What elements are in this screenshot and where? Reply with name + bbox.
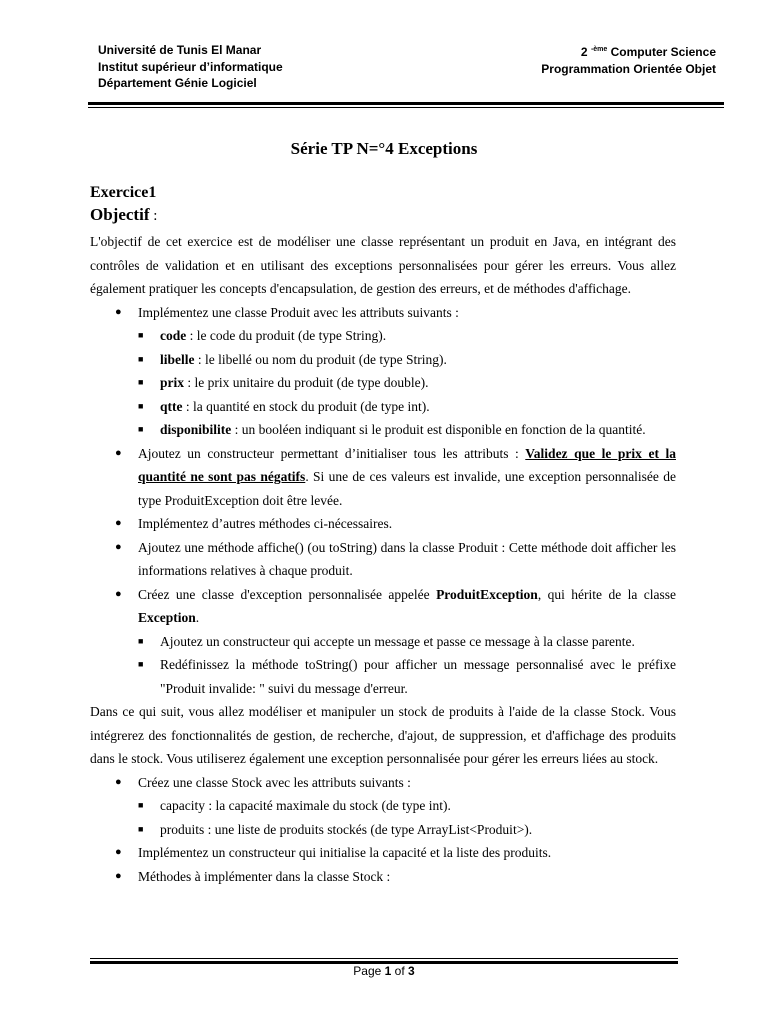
department-name: Département Génie Logiciel (98, 76, 257, 90)
course-name: Programmation Orientée Objet (541, 61, 716, 76)
list-item: ● Implémentez d’autres méthodes ci-nécessaires. (90, 512, 676, 536)
list-item: ■ Redéfinissez la méthode toString() pour afficher un message personnalisé avec le préfixe "Produit invalide: " suivi du message d'erreur. (138, 653, 676, 700)
bullet-icon: ● (115, 846, 122, 858)
list-item: ● Méthodes à implémenter dans la classe Stock : (90, 865, 676, 889)
university-name: Université de Tunis El Manar (98, 43, 262, 57)
header-right (541, 42, 716, 77)
list-item: ■ Ajoutez un constructeur qui accepte un message et passe ce message à la classe parente. (138, 630, 676, 654)
attribute-list (138, 324, 676, 442)
list-item: ■ produits : une liste de produits stockés (de type ArrayList<Produit>). (138, 818, 676, 842)
list-item: ● Créez une classe Stock avec les attributs suivants : ■ capacity : la capacité maximale du stock (de type int). ■ produits : une liste de produits stockés (de type ArrayList<Produit>). (90, 771, 676, 842)
list-item: ● Ajoutez une méthode affiche() (ou toString) dans la classe Produit : Cette méthode doit afficher les informations relatives à chaque produit. (90, 536, 676, 583)
bullet-icon: ● (115, 517, 122, 529)
stock-attribute-list (138, 794, 676, 841)
square-bullet-icon: ■ (138, 823, 144, 834)
square-bullet-icon: ■ (138, 400, 144, 411)
list-item: ● Implémentez un constructeur qui initialise la capacité et la liste des produits. (90, 841, 676, 865)
page-title: Série TP N=°4 Exceptions (290, 139, 478, 158)
document-body (90, 183, 676, 888)
square-bullet-icon: ■ (138, 424, 144, 434)
header-left (98, 42, 283, 92)
bullet-icon: ● (115, 305, 122, 318)
list-item: ■ capacity : la capacité maximale du stock (de type int). (138, 794, 676, 818)
list-item: ● Ajoutez un constructeur permettant d’initialiser tous les attributs : Validez que le prix et la quantité ne sont pas négatifs. Si une de ces valeurs est invalide, une exception personnalisée de type ProduitException doit être levée. (90, 442, 676, 513)
list-item: ■ prix : le prix unitaire du produit (de type double). (138, 371, 676, 395)
square-bullet-icon: ■ (138, 659, 144, 669)
objective-heading: Objectif : (90, 205, 158, 224)
square-bullet-icon: ■ (138, 377, 144, 387)
header-divider (88, 102, 724, 108)
bullet-icon: ● (115, 587, 122, 600)
stock-intro-paragraph: Dans ce qui suit, vous allez modéliser et manipuler un stock de produits à l'aide de la classe Stock. Vous intégrerez des fonctionnalités de gestion, de recherche, d'ajout, de suppression, et d'affichage des produits dans le stock. Vous utiliserez également une exception personnalisée pour gérer les erreurs liées au stock. (90, 704, 676, 766)
square-bullet-icon: ■ (138, 330, 144, 340)
list-item: ■ disponibilite : un booléen indiquant si le produit est disponible en fonction de la quantité. (138, 418, 676, 442)
square-bullet-icon: ■ (138, 635, 144, 646)
list-item: ● Implémentez une classe Produit avec les attributs suivants : ■ code : le code du produit (de type String). ■ libelle : le libellé ou nom du produit (de type String). ■ prix : le prix unitaire du produit (de type double). ■ qtte : la quantité en stock du produit (de type int). ■ disponibilite : un booléen indiquant si le produit est disponible en fonction de la quantité. (90, 301, 676, 442)
bullet-icon: ● (115, 869, 122, 882)
stock-task-list (90, 771, 676, 889)
level-superscript: -ème (590, 46, 608, 53)
list-item: ● Créez une classe d'exception personnalisée appelée ProduitException, qui hérite de la classe Exception. ■ Ajoutez un constructeur qui accepte un message et passe ce message à la classe parente. ■ Redéfinissez la méthode toString() pour afficher un message personnalisé avec le préfixe "Produit invalide: " suivi du message d'erreur. (90, 583, 676, 701)
page-number: Page 1 of 3 (353, 964, 415, 978)
list-item: ■ qtte : la quantité en stock du produit (de type int). (138, 395, 676, 419)
product-task-list (90, 301, 676, 701)
bullet-icon: ● (115, 540, 122, 553)
list-item: ■ code : le code du produit (de type String). (138, 324, 676, 348)
exception-sub-list (138, 630, 676, 701)
bullet-icon: ● (115, 446, 122, 459)
intro-paragraph: L'objectif de cet exercice est de modéliser une classe représentant un produit en Java, en intégrant des contrôles de validation et en utilisant des exceptions personnalisées pour gérer les erreurs. Vous allez également pratiquer les concepts d'encapsulation, de gestion des erreurs, et de méthodes d'affichage. (90, 234, 676, 296)
list-item: ■ libelle : le libellé ou nom du produit (de type String). (138, 348, 676, 372)
exercise-heading: Exercice1 (90, 184, 157, 201)
course-level: 2 $^{-ème}$ Computer Science (580, 45, 716, 59)
bullet-icon: ● (115, 775, 122, 788)
square-bullet-icon: ■ (138, 800, 144, 810)
institute-name: Institut supérieur d’informatique (98, 59, 283, 74)
square-bullet-icon: ■ (138, 353, 144, 364)
